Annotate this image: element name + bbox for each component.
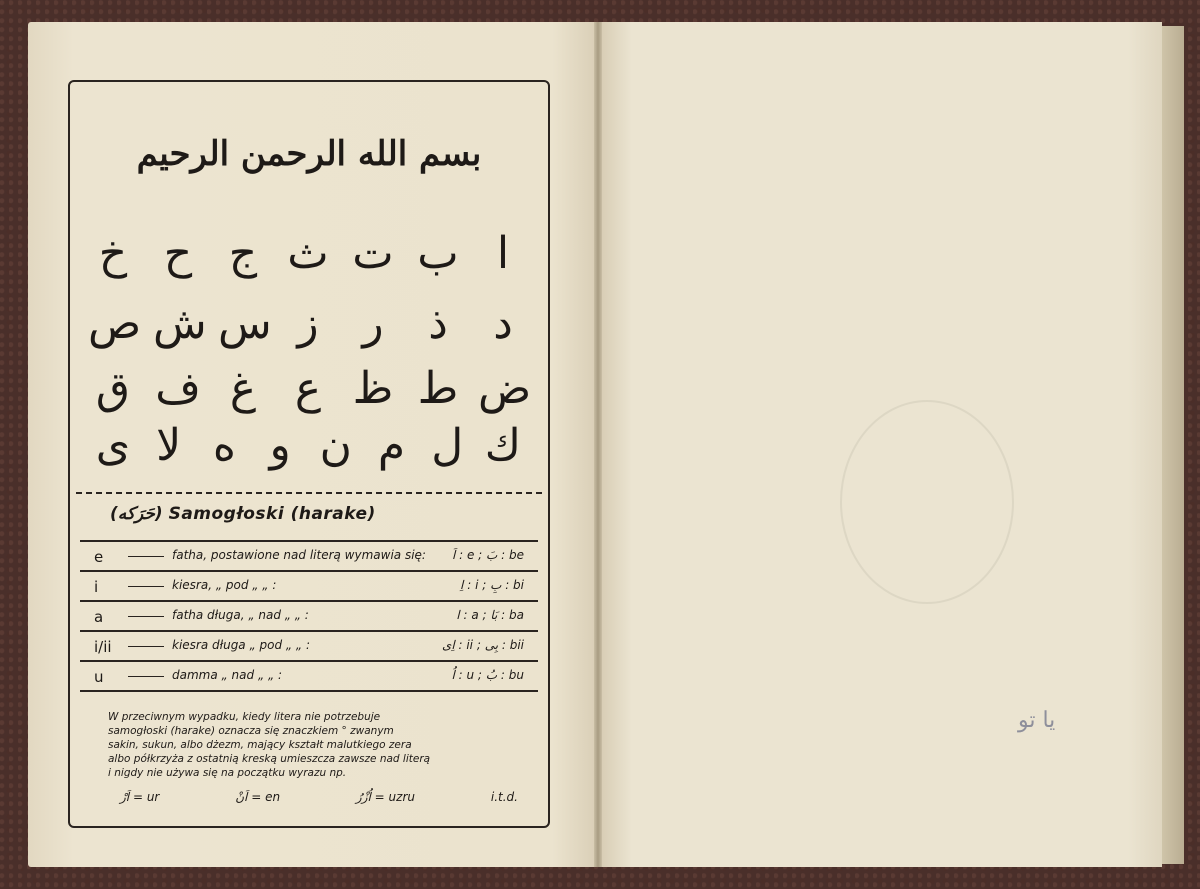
- letter: لا: [156, 420, 182, 471]
- letter: و: [269, 420, 291, 471]
- note-line: i nigdy nie używa się na początku wyrazu np.: [108, 767, 347, 779]
- letter: خ: [98, 228, 128, 279]
- table-row: [80, 602, 538, 632]
- vowel-description: damma „ nad „ „ :: [172, 668, 283, 682]
- letter: ك: [484, 420, 522, 471]
- table-row: [80, 572, 538, 602]
- example-item: اَنْ = en: [235, 790, 281, 804]
- book-gutter: [594, 22, 602, 867]
- letter: ظ: [352, 363, 394, 414]
- alphabet-row-4: [88, 420, 528, 471]
- letter: ص: [88, 298, 142, 349]
- letter: ت: [352, 228, 394, 279]
- dashed-divider: [76, 492, 542, 494]
- letter: ج: [228, 228, 258, 279]
- note-line: samogłoski (harake) oznacza się znaczkiem ° zwanym: [108, 725, 394, 737]
- vowel-example: اُ : u ; بُ : bu: [451, 668, 524, 682]
- letter: ق: [95, 363, 131, 414]
- vowel-example: اِ : i ; بِ : bi: [460, 578, 524, 592]
- sukun-note: [108, 710, 526, 780]
- alphabet-row-1: [88, 228, 528, 279]
- vowel-example: اِى : ii ; بِى : bii: [441, 638, 524, 652]
- letter: ث: [287, 228, 329, 279]
- letter: ه: [212, 420, 236, 471]
- letter: م: [377, 420, 406, 471]
- letter: ح: [163, 228, 193, 279]
- note-line: W przeciwnym wypadku, kiedy litera nie potrzebuje: [108, 711, 381, 723]
- vowel-latin: i/ii: [94, 638, 112, 656]
- vowel-description: fatha, postawione nad literą wymawia się:: [172, 548, 426, 562]
- vowel-example: ا : a ; بَا : ba: [456, 608, 524, 622]
- note-line: albo półkrzyża z ostatnią kreską umieszcza zawsze nad literą: [108, 753, 431, 765]
- sukun-examples: [120, 790, 518, 804]
- handwritten-note: يا تو: [1018, 708, 1056, 733]
- alphabet-frame: [68, 80, 550, 828]
- letter: ل: [431, 420, 464, 471]
- letter: ع: [294, 363, 322, 414]
- vowel-latin: e: [94, 548, 104, 566]
- letter: ذ: [428, 298, 448, 349]
- letter: غ: [229, 363, 257, 414]
- vowel-description: kiesra, „ pod „ „ :: [172, 578, 277, 592]
- vowel-mark: [128, 636, 164, 647]
- example-item: اَرْ = ur: [120, 790, 160, 804]
- vowel-table: [80, 540, 538, 692]
- example-item: i.t.d.: [490, 790, 518, 804]
- letter: ر: [362, 298, 384, 349]
- letter: ن: [319, 420, 352, 471]
- bismillah-heading: بسم الله الرحمن الرحيم: [136, 134, 482, 174]
- letter: ض: [478, 363, 532, 414]
- alphabet-row-2: [88, 298, 528, 349]
- vowel-description: fatha długa, „ nad „ „ :: [172, 608, 309, 622]
- letter: ش: [153, 298, 207, 349]
- vowel-example: اَ : e ; بَ : be: [451, 548, 524, 562]
- letter: د: [493, 298, 513, 349]
- table-row: [80, 540, 538, 572]
- vowel-latin: u: [94, 668, 104, 686]
- letter: ف: [155, 363, 201, 414]
- table-row: [80, 662, 538, 692]
- letter: ز: [297, 298, 319, 349]
- letter: ب: [417, 228, 459, 279]
- page-edges: [1162, 26, 1184, 864]
- faded-stamp: [840, 400, 1014, 604]
- letter: ط: [417, 363, 459, 414]
- letter: ا: [496, 228, 510, 279]
- vowel-mark: [128, 606, 164, 617]
- vowel-description: kiesra długa „ pod „ „ :: [172, 638, 310, 652]
- vowels-heading: (حَرَكه) Samogłoski (harake): [110, 504, 376, 524]
- vowel-latin: a: [94, 608, 104, 626]
- vowel-mark: [128, 666, 164, 677]
- table-row: [80, 632, 538, 662]
- note-line: sakin, sukun, albo dżezm, mający kształt malutkiego zera: [108, 739, 412, 751]
- vowel-mark: [128, 546, 164, 557]
- letter: س: [218, 298, 272, 349]
- vowel-latin: i: [94, 578, 99, 596]
- example-item: اُزْرُ = uzru: [355, 790, 415, 804]
- vowel-mark: [128, 576, 164, 587]
- letter: ى: [95, 420, 131, 471]
- alphabet-row-3: [88, 363, 532, 414]
